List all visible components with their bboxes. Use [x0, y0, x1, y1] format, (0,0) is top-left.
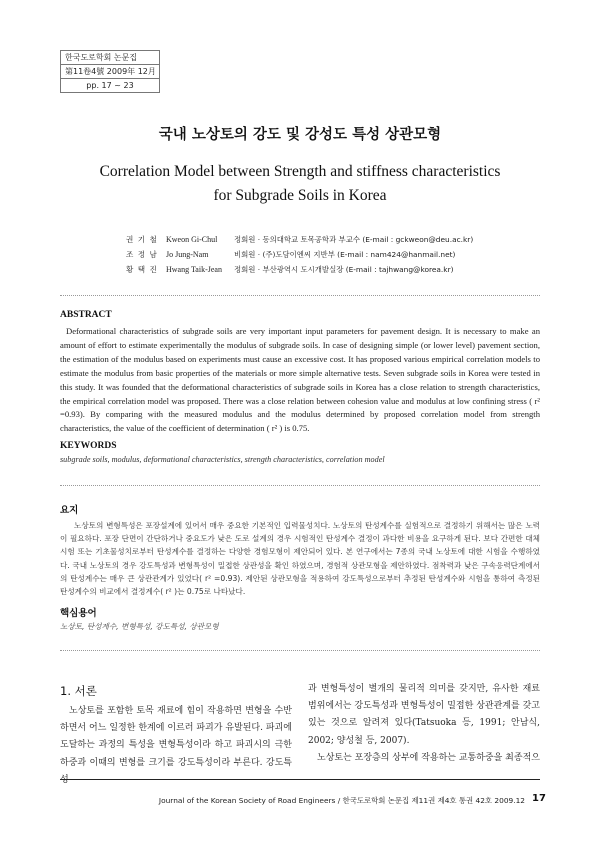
- introduction-right-text-2: 노상토는 포장층의 상부에 작용하는 교통하중을 최종적으: [317, 752, 540, 763]
- korean-keywords-heading: 핵심용어: [60, 608, 97, 619]
- introduction-left-column: [60, 703, 292, 789]
- introduction-right-paragraph-1: 과 변형특성이 별개의 물리적 의미를 갖지만, 유사한 재료 범위에서는 강도특성과 변형특성이 밀접한 상관관계를 갖고 있는 것으로 알려져 있다(Tatsuoka 등, 1991; 안남식, 2002; 양성철 등, 2007).: [308, 684, 540, 746]
- abstract-text: Deformational characteristics of subgrade soils are very important input parameters for pavement design. It is necessary to make an amount of effort to estimate experimentally the modulus of subgrade soils. In case of designing simple (or lower level) pavement section, the estimation of the modulus based on experiments must cause an excessive cost. It has proposed various empirical correlation models to estimate the modulus from basic properties of the materials or more simple alternative tests. Seven subgrade soils in Korea were tested in this study. It was founded that the deformational characteristics of subgrade soils in Korea has a close relation to strength characteristics, the empirical correlation model was proposed. There was a close relation between cohesion value and modulus at low confining stress ( r² =0.93). By comparing with the measured modulus and the modulus determined by proposed correlation model from strength characteristics, the value of the coefficient of determination ( r² ) is 0.75.: [60, 326, 540, 434]
- author-row: [126, 247, 473, 262]
- english-title-line-2: for Subgrade Soils in Korea: [213, 187, 387, 204]
- author-row: [126, 232, 473, 247]
- korean-abstract-heading: 요지: [60, 505, 79, 516]
- keywords-heading: KEYWORDS: [60, 441, 117, 451]
- author-english-name: Hwang Taik-Jean: [166, 265, 222, 274]
- english-title-line-1: Correlation Model between Strength and stiffness characteristics: [99, 163, 501, 180]
- section-divider: [60, 650, 540, 651]
- section-divider: [60, 295, 540, 296]
- author-korean-name: 조 정 남: [126, 250, 158, 259]
- journal-name: 한국도로학회 논문집: [61, 51, 159, 65]
- abstract-body: [60, 325, 540, 436]
- footer-citation: Journal of the Korean Society of Road Engineers / 한국도로학회 논문집 제11권 제4호 통권 42호 2009.12: [158, 796, 525, 805]
- author-affiliation: 정회원 · 부산광역시 도시개발실장 (E-mail : tajhwang@korea.kr): [234, 265, 454, 274]
- korean-abstract-body: [60, 519, 540, 598]
- author-row: [126, 262, 473, 277]
- author-english-name: Jo Jung-Nam: [166, 250, 209, 259]
- section-divider: [60, 485, 540, 486]
- author-english-name: Kweon Gi-Chul: [166, 235, 218, 244]
- korean-title: 국내 노상토의 강도 및 강성도 특성 상관모형: [158, 127, 442, 143]
- introduction-right-paragraph-2: [308, 750, 540, 767]
- journal-info-box: [60, 50, 160, 93]
- introduction-left-text: 노상토를 포함한 토목 재료에 힘이 작용하면 변형을 수반하면서 어느 일정한 한계에 이르러 파괴가 유발된다. 파괴에 도달하는 과정의 특성을 변형특성이라 하고 파괴시의 극한하중과 이때의 변형를 크기를 강도특성이라 부른다. 강도특성: [60, 706, 292, 785]
- english-title: [0, 160, 600, 208]
- author-affiliation: 비회원 · (주)도담이엔씨 지반부 (E-mail : nam424@hanmail.net): [234, 250, 456, 259]
- introduction-right-column: [308, 681, 540, 767]
- journal-pages: pp. 17 ~ 23: [86, 81, 134, 90]
- keywords-body: subgrade soils, modulus, deformational characteristics, strength characteristics, correlation model: [60, 455, 385, 464]
- korean-keywords-body: 노상토, 탄성계수, 변형특성, 강도특성, 상관모형: [60, 622, 219, 631]
- author-korean-name: 권 기 철: [126, 235, 158, 244]
- journal-volume: 第11卷4號 2009年 12月: [61, 65, 159, 79]
- author-list: [126, 232, 473, 277]
- footer-rule: [60, 779, 540, 780]
- author-affiliation: 정회원 · 동의대학교 토목공학과 부교수 (E-mail : gckweon@deu.ac.kr): [234, 235, 474, 244]
- korean-abstract-text: 노상토의 변형특성은 포장설계에 있어서 매우 중요한 기본적인 입력물성치다. 노상토의 탄성계수를 실험적으로 결정하기 위해서는 많은 노력이 필요하다. 포장 단면이 간단하거나 중요도가 낮은 도로 설계의 경우 시험적인 탄성계수 결정이 과다한 비용을 요구하게 된다. 보다 간편한 대체시험 또는 기초물성치로부터 탄성계수를 결정하는 다양한 경험모형이 제안되어 있다. 본 연구에서는 7종의 국내 노상토에 대한 시험을 수행하였다. 국내 노상토의 경우 강도특성과 변형특성이 밀접한 상관성을 확인 하였으며, 경험적 상관모형을 제안하였다. 점착력과 낮은 구속응력단계에서의 탄성계수는 매우 큰 상관관계가 있었다( r² =0.93). 제안된 상관모형을 적용하여 강도특성으로부터 추정된 탄성계수와 시험을 통하여 측정된 탄성계수의 비교에서 결정계수( r² )는 0.75로 나타났다.: [60, 521, 540, 597]
- author-korean-name: 황 택 진: [126, 265, 158, 274]
- abstract-heading: ABSTRACT: [60, 310, 112, 320]
- introduction-heading: 1. 서론: [60, 684, 97, 698]
- page-number: 17: [532, 793, 546, 804]
